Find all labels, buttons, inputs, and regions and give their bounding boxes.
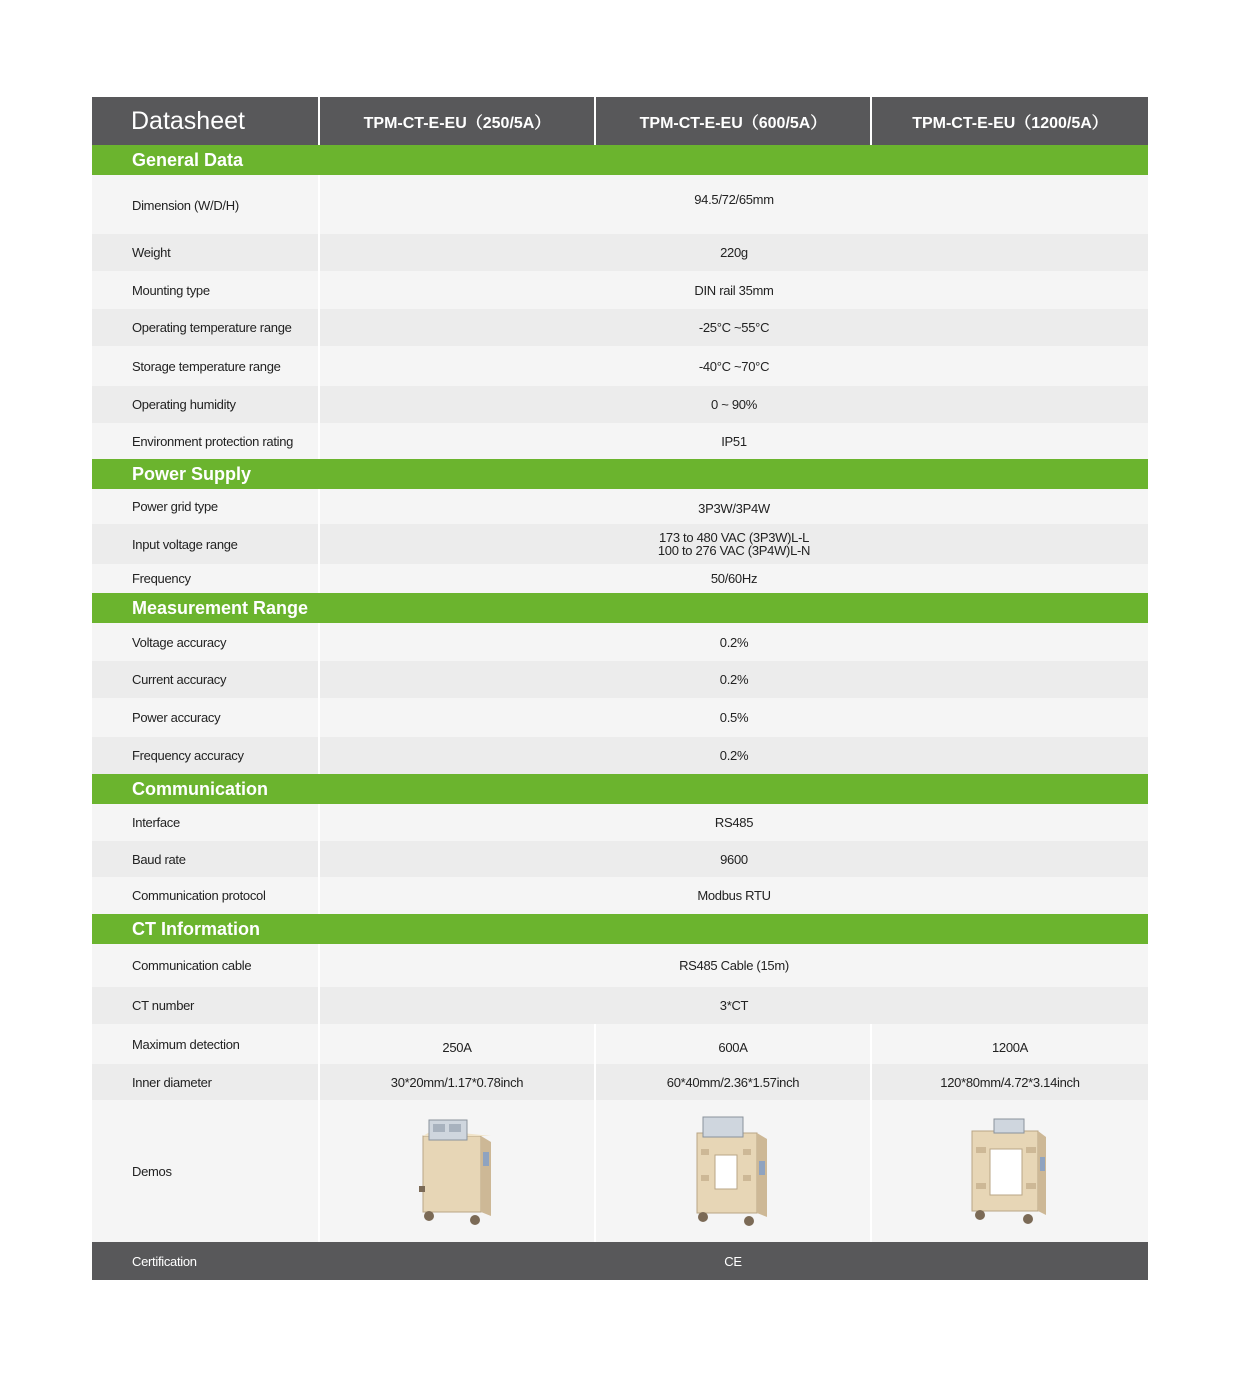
table-row xyxy=(92,987,1148,1024)
row-label: Demos xyxy=(132,1163,172,1179)
table-row xyxy=(92,346,1148,386)
row-value: 0 ~ 90% xyxy=(318,386,1148,423)
table-row xyxy=(92,423,1148,459)
row-value: Modbus RTU xyxy=(318,877,1148,914)
row-label: Communication protocol xyxy=(132,888,266,903)
row-label: Frequency xyxy=(132,571,191,586)
row-label: Operating temperature range xyxy=(132,320,292,335)
row-label: Frequency accuracy xyxy=(132,748,244,763)
table-row xyxy=(92,841,1148,877)
row-value: DIN rail 35mm xyxy=(318,271,1148,309)
demo-600 xyxy=(594,1100,870,1242)
table-row xyxy=(92,1100,1148,1242)
table-row xyxy=(92,804,1148,841)
row-value: 9600 xyxy=(318,841,1148,877)
table-row xyxy=(92,564,1148,593)
table-row xyxy=(92,877,1148,914)
table-row xyxy=(92,1024,1148,1064)
input-voltage-line-ln: 100 to 276 VAC (3P4W)L-N xyxy=(657,543,811,558)
row-label: Power grid type xyxy=(132,499,218,514)
row-label: Current accuracy xyxy=(132,672,227,687)
section-measurement-range: Measurement Range xyxy=(92,593,1148,623)
row-value: 3*CT xyxy=(318,987,1148,1024)
row-value: 220g xyxy=(318,234,1148,271)
table-row xyxy=(92,623,1148,661)
inner-diameter-250: 30*20mm/1.17*0.78inch xyxy=(318,1064,594,1100)
row-label: CT number xyxy=(132,998,195,1013)
row-label: Power accuracy xyxy=(132,710,221,725)
row-value: 0.2% xyxy=(318,623,1148,661)
table-row xyxy=(92,698,1148,737)
input-voltage-line-ll: 173 to 480 VAC (3P3W)L-L xyxy=(658,530,810,545)
row-value: RS485 xyxy=(318,804,1148,841)
demo-250 xyxy=(318,1100,594,1242)
row-value xyxy=(318,524,1148,564)
max-detection-600: 600A xyxy=(594,1024,870,1064)
ct-600-image xyxy=(691,1115,775,1227)
inner-diameter-1200: 120*80mm/4.72*3.14inch xyxy=(870,1064,1148,1100)
row-label: Storage temperature range xyxy=(132,358,281,374)
table-row xyxy=(92,271,1148,309)
row-value: 0.2% xyxy=(318,737,1148,774)
row-value: 50/60Hz xyxy=(318,564,1148,593)
section-general-data: General Data xyxy=(92,145,1148,175)
row-label: Weight xyxy=(132,245,171,260)
row-label: Operating humidity xyxy=(132,397,236,412)
table-row xyxy=(92,386,1148,423)
row-value: CE xyxy=(724,1253,742,1269)
table-row xyxy=(92,489,1148,524)
model-250-header: TPM-CT-E-EU（250/5A） xyxy=(318,97,594,145)
ct-1200-image xyxy=(968,1117,1052,1225)
row-label: Baud rate xyxy=(132,851,186,867)
row-label: Input voltage range xyxy=(132,536,238,552)
row-label: Dimension (W/D/H) xyxy=(132,198,239,213)
row-value: -25°C ~55°C xyxy=(318,309,1148,346)
row-label: Interface xyxy=(132,815,180,830)
section-power-supply: Power Supply xyxy=(92,459,1148,489)
section-communication: Communication xyxy=(92,774,1148,804)
row-label: Certification xyxy=(132,1253,197,1269)
table-row xyxy=(92,661,1148,698)
table-row xyxy=(92,309,1148,346)
demo-1200 xyxy=(870,1100,1148,1242)
table-header xyxy=(92,97,1148,145)
row-value: 0.5% xyxy=(318,698,1148,737)
model-600-header: TPM-CT-E-EU（600/5A） xyxy=(594,97,870,145)
table-row xyxy=(92,524,1148,564)
table-row xyxy=(92,944,1148,987)
table-row xyxy=(92,1064,1148,1100)
table-row xyxy=(92,175,1148,234)
table-row xyxy=(92,737,1148,774)
row-value: 0.2% xyxy=(318,661,1148,698)
row-label: Maximum detection xyxy=(132,1036,240,1052)
row-label: Inner diameter xyxy=(132,1074,212,1090)
inner-diameter-600: 60*40mm/2.36*1.57inch xyxy=(594,1064,870,1100)
max-detection-250: 250A xyxy=(318,1024,594,1064)
datasheet-title: Datasheet xyxy=(131,106,245,135)
row-value: 94.5/72/65mm xyxy=(318,175,1148,234)
ct-250-image xyxy=(415,1116,499,1226)
row-label: Mounting type xyxy=(132,282,210,298)
datasheet-table xyxy=(92,97,1148,1280)
row-label: Voltage accuracy xyxy=(132,634,227,650)
row-label: Communication cable xyxy=(132,958,252,973)
table-row xyxy=(92,234,1148,271)
row-value: RS485 Cable (15m) xyxy=(318,944,1148,987)
row-value: 3P3W/3P4W xyxy=(318,489,1148,524)
row-value: -40°C ~70°C xyxy=(318,346,1148,386)
model-1200-header: TPM-CT-E-EU（1200/5A） xyxy=(870,97,1148,145)
section-ct-information: CT Information xyxy=(92,914,1148,944)
row-value: IP51 xyxy=(318,423,1148,459)
certification-row xyxy=(92,1242,1148,1280)
row-label: Environment protection rating xyxy=(132,433,294,449)
max-detection-1200: 1200A xyxy=(870,1024,1148,1064)
